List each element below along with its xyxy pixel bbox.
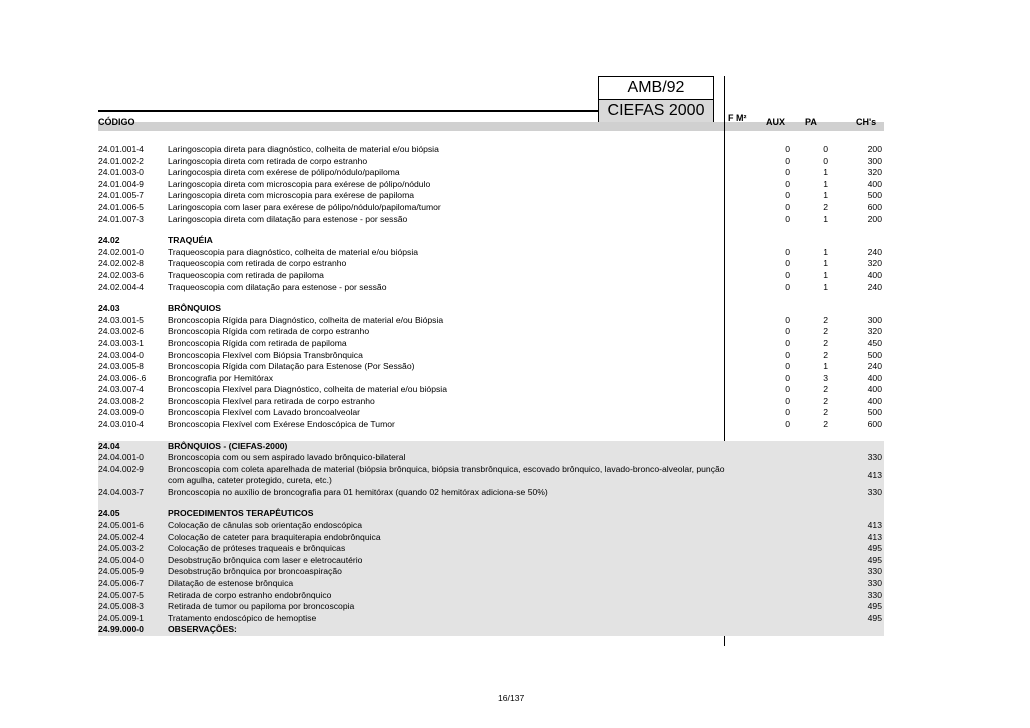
row-spacer — [98, 498, 884, 508]
header-rule — [98, 110, 598, 112]
pa-value: 2 — [823, 337, 828, 348]
procedure-description: Laringoscopia direta com microscopia para exérese de papiloma — [168, 190, 415, 201]
pa-value: 3 — [823, 372, 828, 383]
procedure-description: Traqueoscopia com retirada de papiloma — [168, 269, 324, 280]
procedure-description: Laringoscopia com laser para exérese de pólipo/nódulo/papiloma/tumor — [168, 201, 441, 212]
pa-value: 2 — [823, 314, 828, 325]
procedure-code: 24.02.001-0 — [98, 246, 144, 257]
pa-value: 2 — [823, 384, 828, 395]
procedure-description: Laringoscopia direta com dilatação para estenose - por sessão — [168, 213, 408, 224]
table-row — [98, 590, 884, 602]
procedure-code: 24.05.008-3 — [98, 601, 144, 612]
table-row — [98, 315, 884, 327]
chs-value: 413 — [867, 520, 882, 531]
table-row — [98, 167, 884, 179]
chs-value: 495 — [867, 612, 882, 623]
procedure-code: 24.03.010-4 — [98, 419, 144, 430]
chs-value: 400 — [867, 372, 882, 383]
table-row — [98, 258, 884, 270]
procedure-description: Broncoscopia Flexível com Biópsia Transbrônquica — [168, 349, 363, 360]
table-row — [98, 282, 884, 294]
row-spacer — [98, 431, 884, 441]
procedure-description: Desobstrução brônquica com laser e eletrocautério — [168, 554, 363, 565]
procedure-code: 24.03.003-1 — [98, 337, 144, 348]
chs-value: 500 — [867, 407, 882, 418]
procedure-description: Broncoscopia Rígida com retirada de papiloma — [168, 337, 347, 348]
pa-value: 1 — [823, 281, 828, 292]
table-row — [98, 555, 884, 567]
procedure-description: Retirada de corpo estranho endobrônquico — [168, 589, 332, 600]
table-row — [98, 156, 884, 168]
procedure-code: 24.05.006-7 — [98, 578, 144, 588]
chs-value: 495 — [867, 601, 882, 612]
table-row — [98, 613, 884, 625]
aux-value: 0 — [785, 178, 790, 189]
procedure-code: 24.03 — [98, 303, 120, 314]
procedure-code: 24.05.001-6 — [98, 520, 144, 531]
aux-value: 0 — [785, 213, 790, 224]
table-row — [98, 407, 884, 419]
procedure-description: Broncoscopia Rígida com Dilatação para Estenose (Por Sessão) — [168, 361, 415, 372]
procedure-code: 24.01.004-9 — [98, 178, 144, 189]
procedure-code: 24.01.006-5 — [98, 201, 144, 212]
row-spacer — [98, 293, 884, 303]
col-header-pa: PA — [805, 117, 817, 127]
aux-value: 0 — [785, 407, 790, 418]
pa-value: 2 — [823, 349, 828, 360]
procedure-code: 24.02.003-6 — [98, 269, 144, 280]
table-row — [98, 452, 884, 464]
chs-value: 495 — [867, 554, 882, 565]
procedure-description: Traqueoscopia para diagnóstico, colheita de material e/ou biópsia — [168, 246, 419, 257]
chs-value: 320 — [867, 326, 882, 337]
chs-value: 400 — [867, 395, 882, 406]
table-row — [98, 373, 884, 385]
chs-value: 500 — [867, 190, 882, 201]
procedure-description: BRÔNQUIOS — [168, 303, 221, 314]
aux-value: 0 — [785, 269, 790, 280]
chs-value: 400 — [867, 384, 882, 395]
procedure-description: Broncoscopia Flexível para retirada de corpo estranho — [168, 395, 375, 406]
procedures-table — [98, 144, 884, 636]
table-row — [98, 384, 884, 396]
amb92-header-box: AMB/92 — [598, 76, 714, 100]
procedure-code: 24.03.002-6 — [98, 326, 144, 337]
table-row — [98, 396, 884, 408]
aux-value: 0 — [785, 144, 790, 154]
procedure-code: 24.05.004-0 — [98, 554, 144, 565]
procedure-description: Laringoscopia direta para diagnóstico, colheita de material e/ou biópsia — [168, 144, 439, 154]
procedure-description: Desobstrução brônquica por broncoaspiração — [168, 566, 342, 577]
chs-value: 240 — [867, 361, 882, 372]
chs-value: 240 — [867, 281, 882, 292]
procedure-description: Laringocospia direta com exérese de pólipo/nódulo/papiloma — [168, 167, 400, 178]
procedure-description: Broncoscopia com ou sem aspirado lavado brônquico-bilateral — [168, 452, 406, 463]
section-heading-row — [98, 441, 884, 453]
aux-value: 0 — [785, 384, 790, 395]
procedure-description: Broncoscopia Flexível com Exérese Endoscópica de Tumor — [168, 419, 395, 430]
procedure-code: 24.03.008-2 — [98, 395, 144, 406]
chs-value: 320 — [867, 167, 882, 178]
procedure-description: Laringoscopia direta com retirada de corpo estranho — [168, 155, 368, 166]
table-row — [98, 361, 884, 373]
col-header-codigo: CÓDIGO — [98, 117, 135, 127]
procedure-description: Colocação de cateter para braquiterapia endobrônquica — [168, 531, 381, 542]
table-row — [98, 190, 884, 202]
procedure-code: 24.05 — [98, 508, 120, 519]
section-heading-row — [98, 624, 884, 636]
pa-value: 1 — [823, 269, 828, 280]
procedure-description: OBSERVAÇÕES: — [168, 624, 237, 635]
procedure-description: Traqueoscopia com retirada de corpo estranho — [168, 258, 347, 269]
procedure-code: 24.03.001-5 — [98, 314, 144, 325]
procedure-description: Retirada de tumor ou papiloma por broncoscopia — [168, 601, 355, 612]
procedure-code: 24.05.009-1 — [98, 612, 144, 623]
chs-value: 495 — [867, 543, 882, 554]
procedure-code: 24.04.002-9 — [98, 463, 144, 474]
aux-value: 0 — [785, 419, 790, 430]
procedure-description: Broncoscopia Flexível com Lavado broncoalveolar — [168, 407, 361, 418]
pa-value: 2 — [823, 201, 828, 212]
table-row — [98, 338, 884, 350]
procedure-code: 24.03.009-0 — [98, 407, 144, 418]
section-heading-row — [98, 303, 884, 315]
pa-value: 2 — [823, 395, 828, 406]
procedure-description: Colocação de cânulas sob orientação endoscópica — [168, 520, 362, 531]
aux-value: 0 — [785, 326, 790, 337]
pa-value: 0 — [823, 144, 828, 154]
chs-value: 600 — [867, 419, 882, 430]
procedure-description: Broncoscopia Rígida com retirada de corpo estranho — [168, 326, 370, 337]
procedure-code: 24.03.004-0 — [98, 349, 144, 360]
chs-value: 200 — [867, 213, 882, 224]
procedure-description: Broncoscopia Rígida para Diagnóstico, colheita de material e/ou Biópsia — [168, 314, 444, 325]
procedure-description: Broncoscopia Flexível para Diagnóstico, colheita de material e/ou biópsia — [168, 384, 447, 395]
table-row — [98, 487, 884, 499]
ciefas2000-header-box: CIEFAS 2000 — [598, 99, 714, 123]
procedure-code: 24.03.007-4 — [98, 384, 144, 395]
pa-value: 0 — [823, 155, 828, 166]
table-row — [98, 202, 884, 214]
procedure-code: 24.01.003-0 — [98, 167, 144, 178]
aux-value: 0 — [785, 349, 790, 360]
col-header-fm: F M² — [728, 113, 747, 123]
chs-value: 400 — [867, 269, 882, 280]
procedure-description: PROCEDIMENTOS TERAPÊUTICOS — [168, 508, 314, 519]
procedure-code: 24.03.005-8 — [98, 361, 144, 372]
aux-value: 0 — [785, 395, 790, 406]
table-row — [98, 566, 884, 578]
chs-value: 413 — [867, 469, 882, 480]
procedure-code: 24.03.006-.6 — [98, 372, 147, 383]
chs-value: 300 — [867, 314, 882, 325]
pa-value: 1 — [823, 167, 828, 178]
procedure-code: 24.05.003-2 — [98, 543, 144, 554]
procedure-description: Colocação de próteses traqueais e brônquicas — [168, 543, 346, 554]
section-heading-row — [98, 235, 884, 247]
procedure-description: Broncoscopia com coleta aparelhada de material (biópsia brônquica, biópsia transbrônquica, escovado brônquico, lavado-bronco-alveolar, punção com agulha, cateter protegido, cureta, etc.) — [168, 463, 725, 486]
procedure-description: TRAQUÉIA — [168, 235, 213, 246]
table-row — [98, 326, 884, 338]
table-row — [98, 214, 884, 226]
pa-value: 1 — [823, 190, 828, 201]
aux-value: 0 — [785, 372, 790, 383]
procedure-code: 24.05.007-5 — [98, 589, 144, 600]
chs-value: 413 — [867, 531, 882, 542]
page-number: 16/137 — [498, 693, 525, 703]
chs-value: 320 — [867, 258, 882, 269]
col-header-chs: CH's — [856, 117, 877, 127]
aux-value: 0 — [785, 167, 790, 178]
procedure-description: Laringoscopia direta com microscopia para exérese de pólipo/nódulo — [168, 178, 431, 189]
table-row — [98, 419, 884, 431]
table-row — [98, 144, 884, 156]
procedure-code: 24.04.003-7 — [98, 486, 144, 497]
chs-value: 330 — [867, 578, 882, 588]
aux-value: 0 — [785, 246, 790, 257]
chs-value: 240 — [867, 246, 882, 257]
aux-value: 0 — [785, 281, 790, 292]
procedure-code: 24.05.002-4 — [98, 531, 144, 542]
chs-value: 300 — [867, 155, 882, 166]
chs-value: 450 — [867, 337, 882, 348]
pa-value: 1 — [823, 258, 828, 269]
chs-value: 330 — [867, 589, 882, 600]
procedure-code: 24.99.000-0 — [98, 624, 144, 635]
procedure-code: 24.01.005-7 — [98, 190, 144, 201]
table-row — [98, 350, 884, 362]
procedure-code: 24.02.004-4 — [98, 281, 144, 292]
table-row — [98, 247, 884, 259]
pa-value: 1 — [823, 246, 828, 257]
procedure-description: Dilatação de estenose brônquica — [168, 578, 294, 588]
procedure-description: Broncografia por Hemitórax — [168, 372, 274, 383]
pa-value: 2 — [823, 326, 828, 337]
table-row — [98, 543, 884, 555]
procedure-description: Broncoscopia no auxílio de broncografia para 01 hemitórax (quando 02 hemitórax adiciona-se 50%) — [168, 486, 548, 497]
pa-value: 1 — [823, 361, 828, 372]
chs-value: 330 — [867, 566, 882, 577]
procedure-code: 24.04.001-0 — [98, 452, 144, 463]
procedure-code: 24.01.007-3 — [98, 213, 144, 224]
row-spacer — [98, 225, 884, 235]
chs-value: 330 — [867, 452, 882, 463]
procedure-code: 24.02.002-8 — [98, 258, 144, 269]
aux-value: 0 — [785, 337, 790, 348]
chs-value: 500 — [867, 349, 882, 360]
pa-value: 2 — [823, 419, 828, 430]
aux-value: 0 — [785, 314, 790, 325]
aux-value: 0 — [785, 258, 790, 269]
procedure-code: 24.01.001-4 — [98, 144, 144, 154]
chs-value: 600 — [867, 201, 882, 212]
aux-value: 0 — [785, 155, 790, 166]
col-header-aux: AUX — [766, 117, 786, 127]
procedure-code: 24.01.002-2 — [98, 155, 144, 166]
aux-value: 0 — [785, 361, 790, 372]
section-heading-row — [98, 508, 884, 520]
aux-value: 0 — [785, 201, 790, 212]
table-row — [98, 464, 884, 487]
chs-value: 200 — [867, 144, 882, 154]
table-row — [98, 179, 884, 191]
table-row — [98, 532, 884, 544]
table-row — [98, 270, 884, 282]
table-row — [98, 520, 884, 532]
table-row — [98, 601, 884, 613]
procedure-code: 24.04 — [98, 440, 120, 451]
procedure-code: 24.02 — [98, 235, 120, 246]
chs-value: 330 — [867, 486, 882, 497]
procedure-description: Traqueoscopia com dilatação para estenose - por sessão — [168, 281, 387, 292]
chs-value: 400 — [867, 178, 882, 189]
procedure-code: 24.05.005-9 — [98, 566, 144, 577]
aux-value: 0 — [785, 190, 790, 201]
pa-value: 1 — [823, 178, 828, 189]
pa-value: 2 — [823, 407, 828, 418]
pa-value: 1 — [823, 213, 828, 224]
procedure-description: BRÔNQUIOS - (CIEFAS-2000) — [168, 440, 288, 451]
procedure-description: Tratamento endoscópico de hemoptise — [168, 612, 317, 623]
table-row — [98, 578, 884, 590]
